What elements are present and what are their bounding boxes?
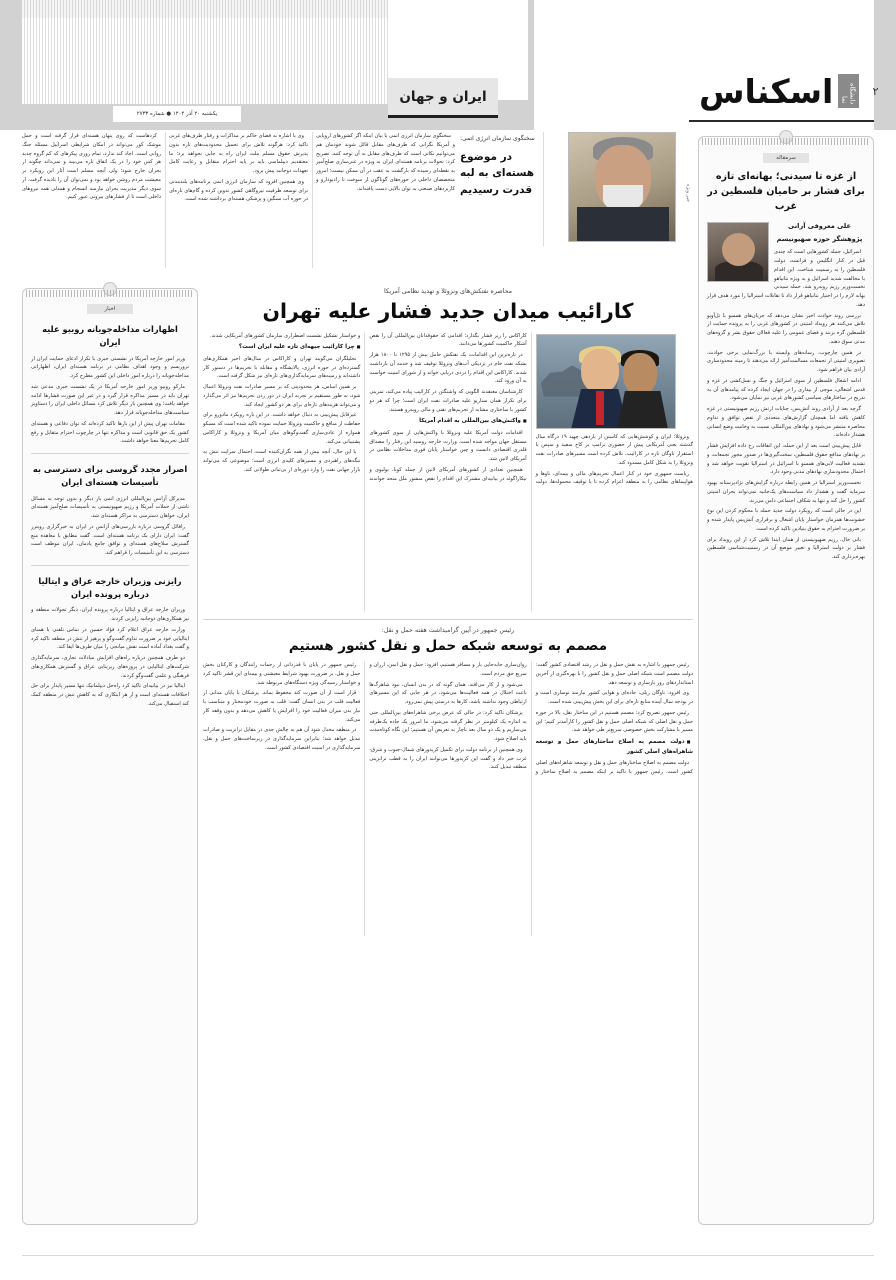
bottom-paragraph: رئیس جمهور در پایان با قدردانی از زحمات رانندگان و کارکنان بخش حمل و نقل، بر ضرورت بهبود شرایط معیشتی و بیمه‌ای این قشر تاکید کرد و خواستار رسیدگی ویژه دستگاه‌های مربوطه شد. xyxy=(203,662,361,686)
news-paragraph: مدیرکل آژانس بین‌المللی انرژی اتمی بار دیگر و بدون توجه به مسائل ناشی از حملات آمریکا و رژیم صهیونیستی به تأسیسات صلح‌آمیز هسته‌ای ایران، خواهان دسترسی به مراکز هسته‌ای شد. xyxy=(31,495,189,520)
main-headline: کارائیب میدان جدید فشار علیه تهران xyxy=(262,299,634,323)
editorial-paragraph: باتی حال، رژیم صهیونیستی از همان ابتدا تلاش کرد از این رویداد برای فشار بر دولت استرالیا و تغییر موضع آن در رسمیت‌شناسی فلسطین بهره‌برداری کند. xyxy=(707,536,865,561)
news-headline: رایزنی وزیران خارجه عراق و ایتالیا درباره پرونده ایران xyxy=(38,575,182,600)
bottom-paragraph: وی افزود: ناوگان ریلی، جاده‌ای و هوایی کشور نیازمند نوسازی است و در بودجه سال آینده منابع تازه‌ای برای این بخش پیش‌بینی شده است. xyxy=(535,690,693,706)
editorial-body xyxy=(707,248,865,562)
news-rail xyxy=(22,288,198,1225)
news-headline: اصرار مجدد گروسی برای دسترسی به تأسیسات هسته‌ای ایران xyxy=(32,464,188,488)
decorative-lines-top xyxy=(22,0,392,18)
list-item[interactable] xyxy=(31,575,189,709)
news-paragraph: مارکو روبیو وزیر امور خارجه آمریکا در یک نشست خبری مدعی شد تهران باید در مسیر مذاکره قرار گیرد و در غیر این صورت فشارها ادامه خواهد یافت؛ وی همچنین بار دیگر تلاش کرد مسائل داخلی ایران را دستاویز سیاست‌های مداخله‌جویانه قرار دهد. xyxy=(31,383,189,417)
bottom-paragraph: رئیس جمهور تصریح کرد: مصمم هستیم در این ساختار نقل، بالا در حوزه حمل و نقل اصلی که شبکه اصلی حمل و نقل کشور را کارآمدتر کنیم؛ این مسیر با مشارکت بخش خصوصی سریع‌تر طی خواهد شد. xyxy=(535,709,693,734)
bottom-headline: مصمم به توسعه شبکه حمل و نقل کشور هستیم xyxy=(288,637,608,654)
bottom-paragraph: قرار است از آن صورت کند محفوظ بماند. پزشکان با پایان مدانی از فعالیت قلب در بدن انسان گفت: قلب به صورت خودمختار و متناسب با نیاز بدن میزان فعالیت خود را افزایش یا کاهش می‌دهد و بدون وقفه کار می‌کند. xyxy=(203,690,361,723)
editorial-author-photo xyxy=(707,222,769,282)
bottom-paragraph: پزشکان تاکید کرد: در حالی که عرض برخی شاهراه‌های بین‌المللی حتی به اندازه یک کیلومتر در نظر گرفته می‌شود، ما امروز یک جاده یک‌طرفه می‌سازیم و یک دو سال بعد ناچار به تعریض آن هستیم؛ این نگاه کوتاه‌مدت باید اصلاح شود. xyxy=(369,709,527,743)
banner-article xyxy=(22,132,693,277)
main-paragraph: در تازه‌ترین این اقدامات، یک نفتکش حامل بیش از ۱۲۹۵ تا ۱۸۰۰ هزار بشکه نفت خام در نزدیکی آب‌های ونزوئلا توقیف شد و خدمه آن بازداشت شدند. کاراکاس این اقدام را دزدی دریایی خواند و از شورای امنیت خواست به آن ورود کند. xyxy=(369,352,527,385)
banner-paragraph: کردهاست که روی پنهان هسته‌ای قرار گرفته است و حمل موشک کور می‌تواند در امکان شرایطی اسراییل مسئله جنگ روانی است. اجاد کند ندارد، تمام روزی پیکرهای که کم گروه جدید هر کس خود را در یک اتفاق تازه می‌بیند و نمی‌داند چگونه از بحران خارج شود؛ ولی آنچه مسلم است آثار این رویکرد بر معیشت مردم روشن خواهد بود و نمی‌توان آن را نادیده گرفت. از سوی دیگر مدیریت بحران نیازمند انسجام و همدلی همه نیروهای داخلی است تا از فشارهای بیرونی عبور کنیم. xyxy=(22,133,161,201)
rail-hatch-decor xyxy=(26,290,194,297)
editorial-paragraph: ادامه اشغال فلسطین از سوی اسرائیل و جنگ و نسل‌کشی در غزه و قدس اشغالی، موجی از بیداری را در جهان ایجاد کرده که پیامدهای آن به تدریج در ساختارهای سیاسی کشورهای غربی نیز نمایان می‌شود. xyxy=(707,377,865,402)
rail-divider xyxy=(31,453,189,454)
editorial-paragraph: قابل پیش‌بینی است بعد از این حمله، این اتفاقات رخ داده افزایش فشار بر نهادهای مدافع حقوق فلسطین، سخت‌گیری‌ها در صدور مجوز تجمعات، و تشدید فعالیت لابی‌های همسو با اسرائیل در استرالیا تقویت خواهد شد و احتمال محدودسازی نهادهای مدنی وجود دارد. xyxy=(707,443,865,476)
banner-headline: در موضوع هسته‌ای به لبه قدرت رسیدیم xyxy=(460,151,535,196)
masthead-rule xyxy=(689,120,874,122)
editorial-author-role: پژوهشگر حوزه صهیونیسم xyxy=(776,235,863,244)
rail-divider xyxy=(31,565,189,566)
section-tab-iran-world[interactable] xyxy=(388,78,498,118)
main-eyebrow: محاصره نفتکش‌های ونزوئلا و تهدید نظامی آمریکا xyxy=(383,288,513,295)
banner-paragraph: وی با اشاره به فضای حاکم بر مذاکرات و رفتار طرف‌های غربی تاکید کرد: هرگونه تلاش برای تحمیل محدودیت‌های تازه بدون پذیرش حقوق مسلم ملت ایران راه به جایی نخواهد برد؛ ما معتقدیم دیپلماسی باید بر پایه احترام متقابل و رعایت کامل تعهدات دوجانبه پیش برود. xyxy=(169,133,308,174)
list-item[interactable] xyxy=(31,323,189,446)
main-article xyxy=(203,288,693,612)
editorial-paragraph: اسرائیل، جمله کشورهایی است که چندی قبل در کنار انگلیس و فرانسه، دولت فلسطین را به رسمیت شناخت. این اقدام با مخالفت شدید اسرائیل و به ویژه نتانیاهو نخست‌وزیر رژیم روبه‌رو شد. حمله سیدنی بهانه لازم را در اختیار نتانیاهو قرار داد تا تقابلات استرالیا را مورد هدف قرار دهد. xyxy=(707,249,865,308)
main-lead-photo xyxy=(536,334,676,429)
editorial-paragraph: در همین چارچوب، رسانه‌های وابسته با بزرگ‌نمایی برخی حوادث، تصویری امنیتی از تجمعات مسالمت‌آمیز ارائه می‌دهند تا زمینه محدودسازی آزادی بیان فراهم شود. xyxy=(707,349,865,374)
banner-paragraph: سخنگوی سازمان انرژی اتمی با بیان اینکه اگر کشورهای اروپایی و آمریکا نگرانی که طرف‌های مقابل قائل شوند خودمان هم می‌توانیم نکاتی است که طرف‌های مقابل به آن توجه کنند، تصریح کرد: تحولات برنامه هسته‌ای ایران به ویژه در غنی‌سازی صلح‌آمیز به نقطه‌ای رسیده که بازگشت به عقب در آن ممکن نیست؛ امروز متخصصان داخلی در حوزه‌های گوناگون از سوخت تا رادیودارو و کاربردهای صنعتی به توان بالایی دست یافته‌اند. xyxy=(316,133,455,192)
bottom-paragraph: می‌شود و از کار می‌افتد. همان گونه که در بدن انسان، نبود شاهرگ‌ها باعث اختلال در همه فعالیت‌ها می‌شود، در هر جایی که این مسیرهای ارتباطی وجود نداشته باشد، کارها به درستی پیش نمی‌رود. xyxy=(369,681,527,706)
news-paragraph: ایتالیا نیز در بیانیه‌ای تاکید کرد راه‌حل دیپلماتیک تنها مسیر پایدار برای حل اختلافات هسته‌ای است و از هر ابتکاری که به کاهش تنش در منطقه کمک کند استقبال می‌کند. xyxy=(31,683,189,707)
news-paragraph: وزیران خارجه عراق و ایتالیا درباره پرونده ایران، دیگر تحولات منطقه و نیز همکاری‌های دوجانبه رایزنی کردند. xyxy=(31,607,189,623)
news-paragraph: وزارت خارجه عراق اعلام کرد فؤاد حسین در تماس تلفنی با همتای ایتالیایی خود بر ضرورت تداوم گفت‌وگو و پرهیز از تنش در منطقه تاکید کرد و گفت بغداد آماده است نقش میانجی را میان طرف‌ها ایفا کند. xyxy=(31,626,189,651)
main-paragraph: با این حال، آنچه بیش از همه نگران‌کننده است، احتمال سرایت تنش به تنگه‌های راهبردی و مسیرهای کلیدی انرژی است؛ موضوعی که می‌تواند بازار جهانی نفت را وارد دوره‌ای از بی‌ثباتی طولانی کند. xyxy=(203,449,361,473)
article-divider xyxy=(203,619,693,620)
main-paragraph: غیرقابل پیش‌بینی به دنبال خواهد داشت. در این باره رویکرد مادورو برای حفاظت از منافع و حاکمیت ونزوئلا حمایت نموده تاکید شده است که مسکو همواره از عادی‌سازی گفت‌وگوهای میان آمریکا و ونزوئلا و کاراکاس پشتیبانی می‌کند. xyxy=(203,412,361,445)
editorial-paragraph: نخست‌وزیر استرالیا در همین رابطه درباره گرایش‌های نژادپرستانه بهبود سرمایه گفت و هشدار داد سیاست‌های یک‌جانبه نمی‌تواند بحران امنیتی کشور را حل کند و تنها به شکاف اجتماعی دامن می‌زند. xyxy=(707,480,865,504)
masthead-badge: دانشگاه نما xyxy=(838,74,858,108)
main-paragraph: ونزوئلا؛ ایران و کوشش‌هایی که کاستن از بازدهی چهید ۱۹ درگاه سال گذشته یعنی آمریکایی پیش از حضوری ترامپ بر کاخ سفید و سپس با استقرار ناوگان تازه در کارائیب، تلاش کرده است مسیرهای صادرات نفت ونزوئلا را به شکل کامل مسدود کند. xyxy=(535,433,693,466)
main-subheading: ■ چرا کارائیب جبهه‌ای تازه علیه ایران است؟ xyxy=(203,343,360,353)
main-paragraph: بر همین اساس، هر محدودیتی که بر مسیر صادرات نفت ونزوئلا اعمال شود، به طور مستقیم بر تجربه ایران در دور زدن تحریم‌ها نیز اثر می‌گذارد و می‌تواند هزینه‌های تازه‌ای برای هر دو کشور ایجاد کند. xyxy=(203,384,361,408)
section-tab-label: ایران و جهان xyxy=(399,88,487,105)
page-number: ۲ xyxy=(872,84,879,98)
banner-side-tag: خبر ویژه xyxy=(685,184,691,203)
bottom-paragraph: رئیس جمهور با اشاره به نقش حمل و نقل در رشد اقتصادی کشور گفت: دولت مصمم است شبکه اصلی حمل و نقل کشور را با بهره‌گیری از آخرین استانداردهای روز بازسازی و توسعه دهد. xyxy=(535,662,693,686)
date-line: یکشنبه ۲۰ آذر ۱۴۰۴ ● شماره ۲۷۳۳ xyxy=(136,111,218,117)
main-paragraph: همچنین تعدادی از کشورهای آمریکای لاتین از جمله کوبا، بولیوی و نیکاراگوئه در بیانیه‌ای مشترک این اقدام را نقض منشور ملل متحد خواندند و خواستار تشکیل نشست اضطراری سازمان کشورهای آمریکایی شدند. xyxy=(210,332,527,482)
banner-photo xyxy=(568,132,676,242)
main-content xyxy=(203,288,693,1225)
rail-hatch-decor xyxy=(702,138,870,145)
banner-paragraph: وی همچنین افزود که سازمان انرژی اتمی برنامه‌های بلندمدتی برای توسعه ظرفیت نیروگاهی کشور تدوین کرده و گام‌های تازه‌ای در حوزه آب سنگین و پزشکی هسته‌ای برداشته شده است. xyxy=(169,178,308,203)
list-item[interactable] xyxy=(31,463,189,558)
main-subheading: ■ واکنش‌های بین‌المللی به اقدام آمریکا xyxy=(369,417,526,427)
editorial-author-name: علی معروفی آرانی xyxy=(788,221,851,230)
date-box xyxy=(113,106,241,122)
bottom-paragraph: وی همچنین از برنامه دولت برای تکمیل کریدورهای شمال-جنوب و شرق-غرب خبر داد و گفت این کریدورها می‌توانند ایران را به قطب ترانزیتی منطقه تبدیل کنند. xyxy=(369,746,527,771)
main-paragraph: اقدامات دولت آمریکا علیه ونزوئلا با واکنش‌هایی از سوی کشورهای مستقل جهان مواجه شده است. وزارت خارجه روسیه این رفتار را مصداق قلدری اقتصادی دانست و چین خواستار پایان فوری مداخلات نظامی در آمریکای لاتین شد. xyxy=(369,429,527,463)
bottom-article xyxy=(203,627,693,937)
main-paragraph: تحلیلگران می‌گویند تهران و کاراکاس در سال‌های اخیر همکاری‌های گسترده‌ای در حوزه انرژی، پالایشگاه و مقابله با تحریم‌ها در دستور کار داشته‌اند و زمینه‌های سرمایه‌گذاری‌های تازه‌ای نیز شکل گرفته است. xyxy=(203,355,361,380)
portrait-maduro xyxy=(617,353,669,429)
publication-title: اسکناس xyxy=(699,71,834,111)
editorial-paragraph: این در حالی است که رویکرد دولت جدید حمله با محکوم کردن این نوع خشونت‌ها همزمان خواستار پایان اشغال و برقراری آتش‌بس پایدار شده و بر ضرورت احترام به حقوق بنیادین تاکید کرده است. xyxy=(707,508,865,532)
masthead xyxy=(689,62,879,120)
news-paragraph: رافائل گروسی درباره بازرسی‌های آژانس در ایران به خبرگزاری رویترز گفت: ایران دارای یک برنامه هسته‌ای است. گفت مطابق با معاهده منع گسترش سلاح‌های هسته‌ای و توافق جامع پادمان، ایران موظف است دسترسی به این تأسیسات را فراهم کند. xyxy=(31,523,189,557)
editorial-headline: از غزه تا سیدنی؛ بهانه‌ای تازه برای فشار بر حامیان فلسطین در غرب xyxy=(707,171,865,212)
editorial-paragraph: بررسی روند حوادث اخیر نشان می‌دهد که جریان‌های همسو با تل‌آویو تلاش می‌کنند هر رویداد امنیتی در کشورهای غربی را به پرونده حمایت از فلسطین گره بزنند و فضای عمومی را علیه فعالان حقوق بشر و گروه‌های مدنی سوق دهند. xyxy=(707,312,865,345)
editorial-rail xyxy=(698,136,874,1225)
news-rail-kicker: اخبار xyxy=(87,304,133,314)
main-paragraph: ریاست جمهوری خود در کنار اعمال تحریم‌های مالی و بیمه‌ای، ناوها و هواپیماهای نظامی را به منطقه اعزام کرده تا با توقیف محموله‌ها، دولت کاراکاس را زیر فشار بگذارد؛ اقدامی که حقوقدانان بین‌المللی آن را نقض آشکار حاکمیت کشورها می‌دانند. xyxy=(369,332,693,486)
bottom-paragraph: دولت مصمم به اصلاح ساختارهای حمل و نقل و توسعه شاهراه‌های اصلی کشور است. رئیس جمهور با تاکید بر اینکه مصمم به اصلاح ساختار و روان‌سازی جابه‌جایی بار و مسافر هستیم، افزود: حمل و نقل ایمن، ارزان و سریع حق مردم است. xyxy=(369,662,693,776)
news-paragraph: دو طرف همچنین درباره راه‌های افزایش مبادلات تجاری، سرمایه‌گذاری شرکت‌های ایتالیایی در پروژه‌های زیربنایی عراق و گسترش همکاری‌های فرهنگی و علمی گفت‌وگو کردند. xyxy=(31,655,189,679)
bottom-subheading: ■ دولت مصمم به اصلاح ساختارهای حمل و توسعه شاهراه‌های اصلی کشور xyxy=(536,738,693,757)
news-paragraph: مقامات تهران پیش از این بارها تاکید کرده‌اند که توان دفاعی و هسته‌ای کشور یک حق قانونی است و مذاکره تنها در چارچوب احترام متقابل و رفع کامل تحریم‌ها معنا خواهد داشت. xyxy=(31,420,189,445)
footer-rule xyxy=(22,1255,874,1256)
bottom-paragraph: در منطقه مخدل شود آن هم به چالش جدی در مقابل ترانزیت و صادرات تبدیل خواهد شد؛ بنابراین سرمایه‌گذاری در زیرساخت‌های حمل و نقل، سرمایه‌گذاری در امنیت اقتصادی کشور است. xyxy=(203,727,361,751)
editorial-paragraph: گرچه بعد از آزادی روند آتش‌بس، جنایات ارتش رژیم صهیونیستی در غزه کاهش یافته اما همچنان گزارش‌های متعددی از نقض توافق و تداوم محاصره منتشر می‌شود و نهادهای بین‌المللی نسبت به وخامت وضع انسانی هشدار داده‌اند. xyxy=(707,406,865,439)
news-headline: اظهارات مداخله‌جویانه روبیو علیه ایران xyxy=(42,324,178,348)
main-paragraph: کارشناسان معتقدند الگویی که واشنگتن در کارائیب پیاده می‌کند، تمرینی برای تکرار همان سناریو علیه صادرات نفت ایران است؛ چرا که هر دو کشور با ساختاری مشابه از تحریم‌های نفتی و مالی روبه‌رو هستند. xyxy=(369,389,527,413)
bottom-eyebrow: رئیس جمهور در آیین گرامیداشت هفته حمل و نقل: xyxy=(381,626,515,634)
banner-kicker: سخنگوی سازمان انرژی اتمی: xyxy=(460,135,535,142)
news-paragraph: وزیر امور خارجه آمریکا در نشستی خبری با تکرار ادعای حمایت ایران از تروریسم و وجود اهداف نظامی در برنامه هسته‌ای ایران، اظهاراتی مداخله‌جویانه را درباره امور داخلی این کشور مطرح کرد. xyxy=(31,355,189,380)
editorial-kicker: سرمقاله xyxy=(763,153,809,163)
